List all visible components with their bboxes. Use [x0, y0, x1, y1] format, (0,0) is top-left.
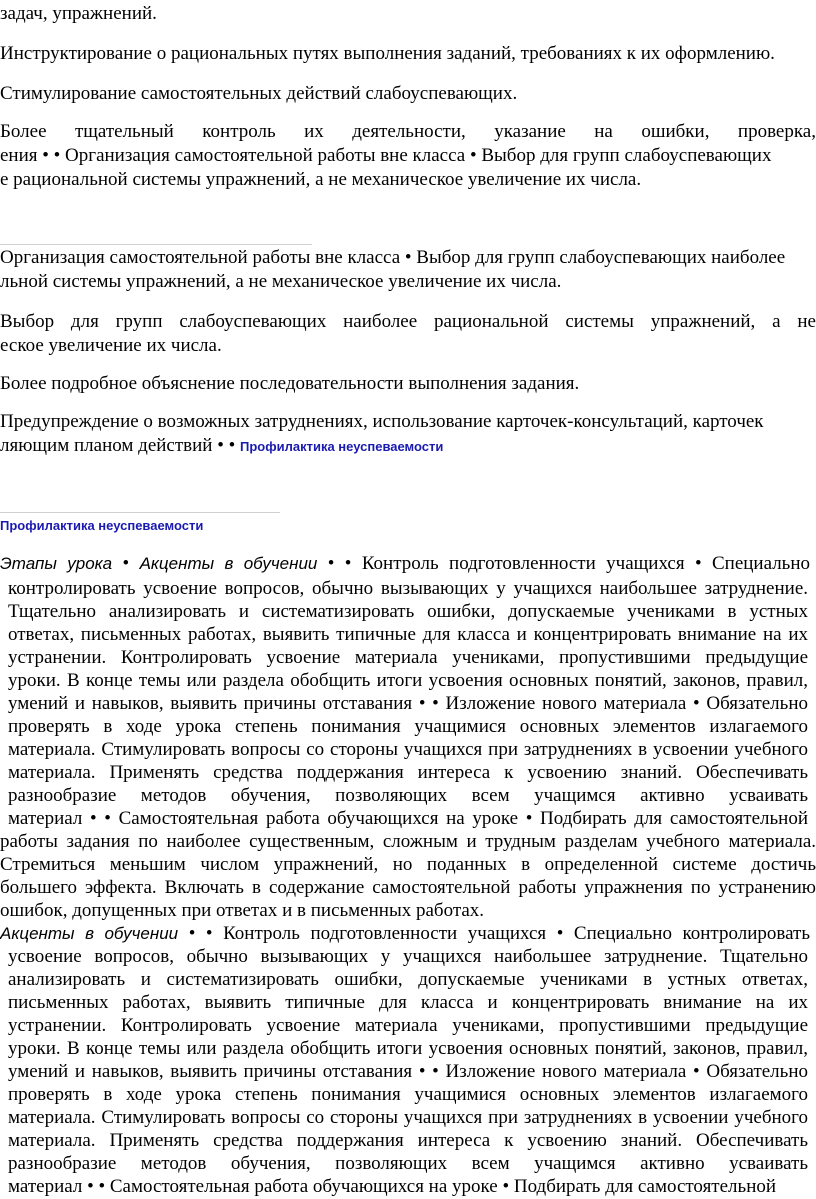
text-line: материала. Стимулировать вопросы со стороны учащихся при затруднениях в усвоении учебного	[8, 1107, 808, 1128]
text-line: Более подробное объяснение последовательности выполнения задания.	[0, 373, 580, 394]
text-line: большего эффекта. Включать в содержание самостоятельной работы упражнения по устранению	[0, 877, 816, 898]
text-line	[0, 434, 816, 459]
text-line: разнообразие методов обучения, позволяющих всем учащимся активно усваивать	[8, 785, 808, 806]
text-line: работы задания по наиболее существенным, сложным и трудным разделам учебного материала.	[0, 831, 816, 852]
text-line: материала. Стимулировать вопросы со стороны учащихся при затруднениях в усвоении учебного	[8, 739, 808, 760]
section-heading[interactable]: Профилактика неуспеваемости	[0, 518, 204, 533]
text-line: Более тщательный контроль их деятельности, указание на ошибки, проверка,	[0, 121, 816, 142]
text-line: Стремиться меньшим числом упражнений, но поданных в определенной системе достичь	[0, 854, 816, 875]
text-line	[0, 922, 810, 946]
text-line: проверять в ходе урока степень понимания учащимися основных элементов излагаемого	[8, 1084, 808, 1105]
text-line: умений и навыков, выявить причины отставания • • Изложение нового материала • Обязательно	[8, 693, 808, 714]
heading-link[interactable]: Профилактика неуспеваемости	[240, 439, 444, 454]
text-line: анализировать и систематизировать ошибки, допускаемые учениками в устных ответах,	[8, 969, 808, 990]
text-line: разнообразие методов обучения, позволяющих всем учащимся активно усваивать	[8, 1153, 808, 1174]
text-line: уроки. В конце темы или раздела обобщить итоги усвоения основных понятий, законов, правил,	[8, 670, 808, 691]
text-line: уроки. В конце темы или раздела обобщить итоги усвоения основных понятий, законов, правил,	[8, 1038, 808, 1059]
text-line: ответах, письменных работах, выявить типичные для класса и концентрировать внимание на их	[8, 624, 808, 645]
text-line: Выбор для групп слабоуспевающих наиболее рациональной системы упражнений, а не	[0, 311, 816, 332]
text-line: Инструктирование о рациональных путях выполнения заданий, требованиях к их оформлению.	[0, 43, 775, 64]
text-line: ошибок, допущенных при ответах и в письменных работах.	[0, 900, 485, 921]
divider	[0, 244, 312, 245]
text-span: •	[112, 553, 140, 574]
text-line: е рациональной системы упражнений, а не механическое увеличение их числа.	[0, 169, 642, 190]
text-line: материала. Применять средства поддержания интереса к усвоению знаний. Обеспечивать	[8, 762, 808, 783]
text-line: контролировать усвоение вопросов, обычно вызывающих у учащихся наибольшее затруднение.	[8, 578, 808, 599]
text-line: устранении. Контролировать усвоение материала учениками, пропустившими предыдущие	[8, 647, 808, 668]
text-line: умений и навыков, выявить причины отставания • • Изложение нового материала • Обязательно	[8, 1061, 808, 1082]
text-line	[0, 552, 810, 576]
text-line: Тщательно анализировать и систематизировать ошибки, допускаемые учениками в устных	[8, 601, 808, 622]
text-line: материал • • Самостоятельная работа обучающихся на уроке • Подбирать для самостоятельной	[8, 1176, 777, 1197]
text-line: Предупреждение о возможных затруднениях, использование карточек-консультаций, карточек	[0, 411, 764, 432]
italic-label: Акценты в обучении	[0, 924, 179, 943]
text-line: Организация самостоятельной работы вне класса • Выбор для групп слабоуспевающих наиболее	[0, 247, 786, 268]
italic-label: Этапы урока	[0, 554, 113, 573]
text-span: • • Контроль подготовленности учащихся • Специально	[317, 553, 810, 574]
text-line: еское увеличение их числа.	[0, 335, 222, 356]
italic-label: Акценты в обучении	[139, 554, 318, 573]
text-span: ляющим планом действий • •	[0, 435, 236, 456]
text-line: задач, упражнений.	[0, 3, 157, 24]
text-line: ения • • Организация самостоятельной работы вне класса • Выбор для групп слабоуспевающих	[0, 145, 772, 166]
text-line: проверять в ходе урока степень понимания учащимися основных элементов излагаемого	[8, 716, 808, 737]
divider	[0, 512, 280, 513]
text-line: льной системы упражнений, а не механическое увеличение их числа.	[0, 271, 562, 292]
text-line: устранении. Контролировать усвоение материала учениками, пропустившими предыдущие	[8, 1015, 808, 1036]
text-line: материал • • Самостоятельная работа обучающихся на уроке • Подбирать для самостоятельной	[8, 808, 808, 829]
text-line: материала. Применять средства поддержания интереса к усвоению знаний. Обеспечивать	[8, 1130, 808, 1151]
text-span: • • Контроль подготовленности учащихся • Специально контролировать	[178, 923, 810, 944]
text-line: Стимулирование самостоятельных действий слабоуспевающих.	[0, 83, 518, 104]
text-line: усвоение вопросов, обычно вызывающих у учащихся наибольшее затруднение. Тщательно	[8, 946, 808, 967]
text-line: письменных работах, выявить типичные для класса и концентрировать внимание на их	[8, 992, 808, 1013]
